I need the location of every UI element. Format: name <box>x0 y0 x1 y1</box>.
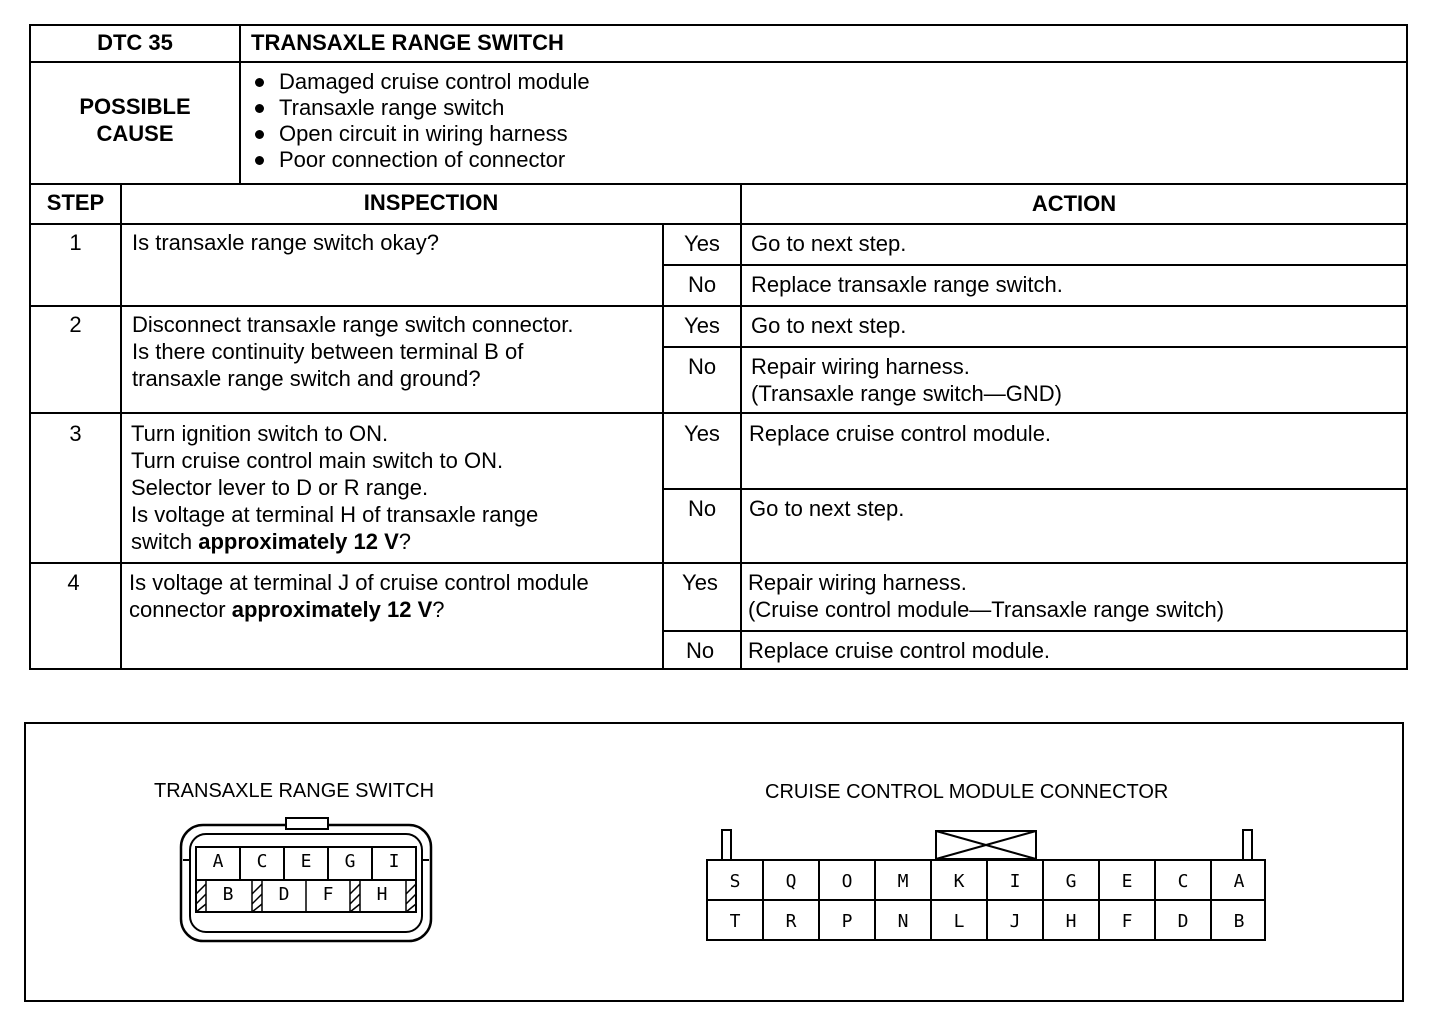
cause-item: Open circuit in wiring harness <box>251 121 590 147</box>
yes-label: Yes <box>684 421 720 446</box>
col-divider <box>239 24 241 183</box>
cause-item: Transaxle range switch <box>251 95 590 121</box>
ccm-pin: M <box>897 871 909 892</box>
ccm-pin: I <box>1009 871 1021 892</box>
yes-action: Repair wiring harness. (Cruise control module—Transaxle range switch) <box>748 570 1225 622</box>
inspection-text: Turn ignition switch to ON. Turn cruise control main switch to ON. Selector lever to D or R range. Is voltage at terminal H of transaxle range switch approximately 12 V? <box>131 421 539 554</box>
trs-connector-label: TRANSAXLE RANGE SWITCH <box>154 780 435 802</box>
dtc-title: TRANSAXLE RANGE SWITCH <box>251 30 564 55</box>
ccm-pin: P <box>841 911 853 932</box>
row-divider <box>662 488 1408 490</box>
trs-latch <box>286 818 328 829</box>
trs-pin: F <box>322 884 334 905</box>
possible-cause-label: POSSIBLE CAUSE <box>79 94 191 146</box>
ccm-pin: L <box>953 911 965 932</box>
trs-pin: A <box>212 851 224 872</box>
row-divider <box>29 562 1408 564</box>
no-label: No <box>687 354 717 379</box>
trs-pin: E <box>300 851 312 872</box>
step-number: 2 <box>69 312 82 337</box>
trs-pin: H <box>376 884 388 905</box>
col-divider <box>740 183 742 670</box>
cause-item: Damaged cruise control module <box>251 69 590 95</box>
ccm-pin: E <box>1121 871 1133 892</box>
trs-pin: D <box>278 884 290 905</box>
ccm-pin: D <box>1177 911 1189 932</box>
row-divider <box>662 264 1408 266</box>
trs-pin: C <box>256 851 268 872</box>
step-number: 1 <box>69 230 82 255</box>
yes-label: Yes <box>684 231 720 256</box>
row-divider <box>29 61 1408 63</box>
ccm-pin: Q <box>785 871 797 892</box>
cause-list <box>251 69 590 173</box>
ccm-pin: B <box>1233 911 1245 932</box>
yes-action: Replace cruise control module. <box>749 421 1052 446</box>
ccm-pin: F <box>1121 911 1133 932</box>
step-number: 3 <box>69 421 82 446</box>
cause-item: Poor connection of connector <box>251 147 590 173</box>
dtc-code: DTC 35 <box>97 30 173 55</box>
ccm-pin: S <box>729 871 741 892</box>
no-label: No <box>687 272 717 297</box>
col-divider <box>120 183 122 670</box>
no-action: Replace cruise control module. <box>748 638 1051 663</box>
trs-pin: I <box>388 851 400 872</box>
step-number: 4 <box>67 570 80 595</box>
no-action: Repair wiring harness. (Transaxle range switch—GND) <box>751 354 1062 406</box>
ccm-pin: N <box>897 911 909 932</box>
ccm-pin: C <box>1177 871 1189 892</box>
row-divider <box>29 305 1408 307</box>
step-column-header: STEP <box>46 190 105 215</box>
no-action: Replace transaxle range switch. <box>751 272 1063 297</box>
action-column-header: ACTION <box>1031 191 1117 216</box>
trs-pin: B <box>222 884 234 905</box>
row-divider <box>662 346 1408 348</box>
row-divider <box>29 183 1408 185</box>
ccm-pin: O <box>841 871 853 892</box>
ccm-pin: G <box>1065 871 1077 892</box>
row-divider <box>662 630 1408 632</box>
trs-connector-drawing <box>178 815 438 945</box>
ccm-pin: T <box>729 911 741 932</box>
trs-pin: G <box>344 851 356 872</box>
ccm-pin: K <box>953 871 965 892</box>
inspection-column-header: INSPECTION <box>363 190 499 215</box>
yes-action: Go to next step. <box>751 313 907 338</box>
no-label: No <box>687 496 717 521</box>
no-label: No <box>685 638 715 663</box>
ccm-connector-label: CRUISE CONTROL MODULE CONNECTOR <box>765 781 1169 803</box>
ccm-pin: A <box>1233 871 1245 892</box>
yes-label: Yes <box>684 313 720 338</box>
inspection-text: Is transaxle range switch okay? <box>132 230 439 255</box>
ccm-pin: R <box>785 911 797 932</box>
row-divider <box>29 412 1408 414</box>
inspection-text: Is voltage at terminal J of cruise control module connector approximately 12 V? <box>129 570 589 622</box>
ccm-pin: H <box>1065 911 1077 932</box>
row-divider <box>29 223 1408 225</box>
yes-label: Yes <box>682 570 718 595</box>
yes-action: Go to next step. <box>751 231 907 256</box>
no-action: Go to next step. <box>749 496 905 521</box>
inspection-text: Disconnect transaxle range switch connector. Is there continuity between terminal B of transaxle range switch and ground? <box>132 312 574 391</box>
ccm-pin: J <box>1009 911 1021 932</box>
